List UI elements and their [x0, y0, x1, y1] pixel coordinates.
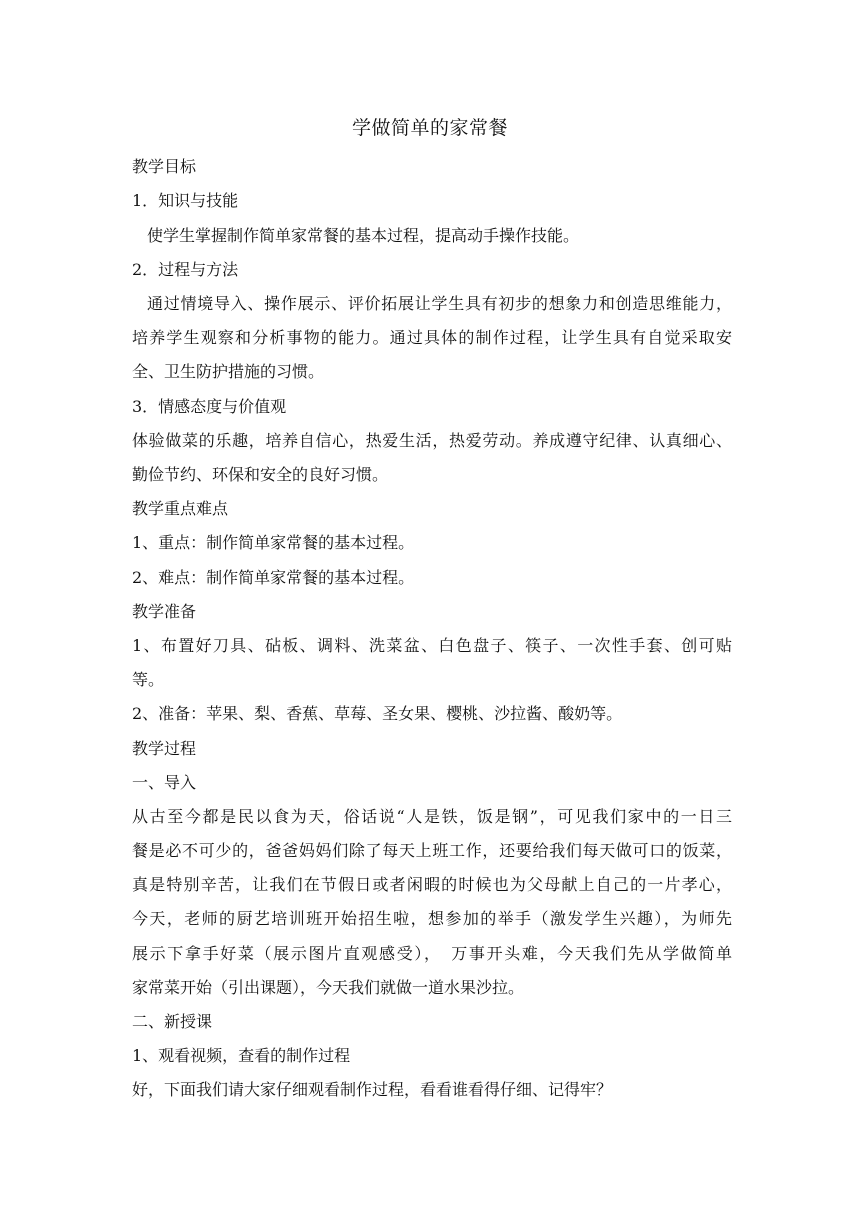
list-item: 1、重点：制作简单家常餐的基本过程。 [132, 533, 415, 552]
list-item: 2、难点：制作简单家常餐的基本过程。 [132, 568, 415, 587]
list-item: 2、准备：苹果、梨、香蕉、草莓、圣女果、樱桃、沙拉酱、酸奶等。 [132, 704, 623, 723]
paragraph-line: 勤俭节约、环保和安全的良好习惯。 [132, 465, 389, 484]
document-title: 学做简单的家常餐 [351, 117, 508, 139]
subheading-introduction: 一、导入 [132, 773, 197, 792]
paragraph-line: 通过情境导入、操作展示、评价拓展让学生具有初步的想象力和创造思维能力， [147, 294, 732, 313]
subheading-process-method: 2．过程与方法 [132, 260, 239, 279]
subheading-watch-video: 1、观看视频，查看的制作过程 [132, 1046, 351, 1065]
section-heading-key-points: 教学重点难点 [132, 499, 229, 518]
section-heading-process: 教学过程 [132, 739, 197, 758]
paragraph-line: 今天，老师的厨艺培训班开始招生啦，想参加的举手（激发学生兴趣），为师先 [132, 909, 732, 928]
subheading-attitude-values: 3．情感态度与价值观 [132, 397, 287, 416]
paragraph-line: 好，下面我们请大家仔细观看制作过程，看看谁看得仔细、记得牢？ [132, 1080, 613, 1099]
paragraph-line: 家常菜开始（引出课题），今天我们就做一道水果沙拉。 [132, 978, 525, 997]
subheading-knowledge-skills: 1．知识与技能 [132, 191, 239, 210]
section-heading-preparation: 教学准备 [132, 602, 197, 621]
paragraph-line: 真是特别辛苦，让我们在节假日或者闲暇的时候也为父母献上自己的一片孝心， [132, 875, 732, 894]
paragraph-line: 体验做菜的乐趣，培养自信心，热爱生活，热爱劳动。养成遵守纪律、认真细心、 [132, 431, 732, 450]
subheading-new-lesson: 二、新授课 [132, 1012, 213, 1031]
section-heading-objectives: 教学目标 [132, 157, 197, 176]
paragraph-line: 餐是必不可少的，爸爸妈妈们除了每天上班工作，还要给我们每天做可口的饭菜， [132, 841, 732, 860]
paragraph-line: 展示下拿手好菜（展示图片直观感受）， 万事开头难，今天我们先从学做简单 [132, 944, 732, 963]
list-item: 1、布置好刀具、砧板、调料、洗菜盆、白色盘子、筷子、一次性手套、创可贴 [132, 636, 732, 655]
paragraph-line: 全、卫生防护措施的习惯。 [132, 362, 325, 381]
paragraph-line: 培养学生观察和分析事物的能力。通过具体的制作过程，让学生具有自觉采取安 [132, 328, 732, 347]
list-item-continuation: 等。 [132, 670, 165, 689]
paragraph-line: 从古至今都是民以食为天，俗话说“人是铁，饭是钢”，可见我们家中的一日三 [132, 807, 732, 826]
paragraph-line: 使学生掌握制作简单家常餐的基本过程，提高动手操作技能。 [147, 226, 580, 245]
